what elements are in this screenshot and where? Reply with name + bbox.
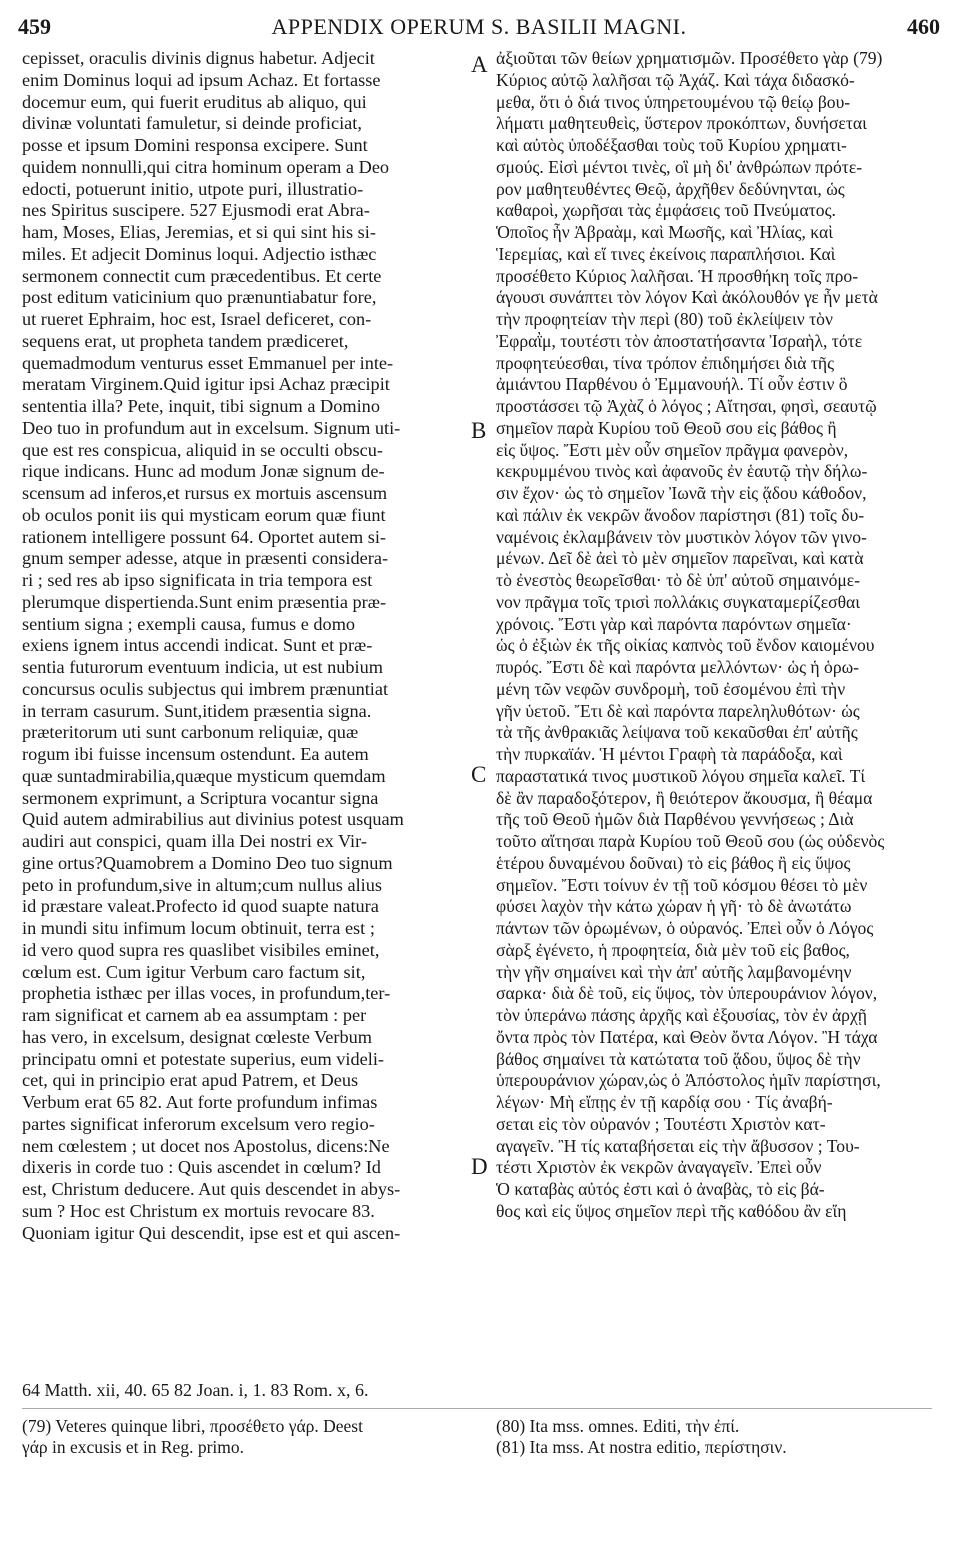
latin-text-line: rique indicans. Hunc ad modum Jonæ signum de- xyxy=(22,461,385,482)
latin-text-line: ut rueret Ephraim, hoc est, Israel deficeret, con- xyxy=(22,309,372,329)
greek-text-line: καὶ αὐτὸς ὑποδέξασθαι τοὺς τοῦ Κυρίου χρηματι- xyxy=(496,135,847,155)
latin-text-line: gine ortus?Quamobrem a Domino Deo tuo signum xyxy=(22,852,393,873)
greek-text-line: προστάσσει τῷ Ἀχὰζ ὁ λόγος ; Αἴτησαι, φησὶ, σεαυτῷ xyxy=(496,396,877,416)
greek-text-line: τῆς τοῦ Θεοῦ ἡμῶν διὰ Παρθένου γεννήσεως ; Διὰ xyxy=(496,809,854,830)
latin-text-line: ham, Moses, Elias, Jeremias, et si qui sint his si- xyxy=(22,222,376,242)
latin-text-line: ri ; sed res ab ipso significata in tria tempora est xyxy=(22,570,373,590)
greek-text-line: ἀμιάντου Παρθένου ὁ Ἐμμανουήλ. Τί οὖν ἐστιν ὃ xyxy=(496,374,848,395)
latin-text-line: sententia illa? Pete, inquit, tibi signum a Domino xyxy=(22,396,380,416)
latin-text-line: ob oculos ponit iis qui mysticam eorum quæ fiunt xyxy=(22,504,386,525)
notes-left xyxy=(22,1416,482,1458)
greek-text-line: σημεῖον παρὰ Κυρίου τοῦ Θεοῦ σου εἰς βάθος ἢ xyxy=(496,417,837,438)
latin-text-line: dixeris in corde tuo : Quis ascendet in cœlum? Id xyxy=(22,1157,381,1178)
greek-text-line: τὴν προφητείαν τὴν περὶ (80) τοῦ ἐκλείψειν τὸν xyxy=(496,309,833,329)
latin-text-line: rationem intelligere possunt 64. Oportet autem si- xyxy=(22,526,387,547)
latin-text-line: edocti, potuerunt initio, utpote puri, illustratio- xyxy=(22,178,364,199)
latin-text-line: prophetia isthæc per illas voces, in profundum,ter- xyxy=(22,983,391,1004)
latin-column xyxy=(22,48,470,1244)
latin-text-line: audiri aut conspici, quam illa Dei nostri ex Vir- xyxy=(22,831,367,851)
latin-text-line: præteritorum uti sunt carbonum reliquiæ, quæ xyxy=(22,722,359,743)
greek-text-line: προφητεύεσθαι, τίνα τρόπον ἐπιδημήσει διὰ τῆς xyxy=(496,352,835,373)
greek-text-line: εἰς ὕψος. Ἔστι μὲν οὖν σημεῖον πρᾶγμα φανερὸν, xyxy=(496,439,849,460)
greek-text-line: σιν ἔχον· ὡς τὸ σημεῖον Ἰωνᾶ τὴν εἰς ᾅδου κάθοδον, xyxy=(496,483,867,503)
note-80: (80) Ita mss. omnes. Editi, τὴν ἐπί. xyxy=(496,1416,740,1436)
latin-text-line: sentium signa ; exempli causa, fumus e domo xyxy=(22,613,356,634)
greek-text-line: τοῦτο αἴτησαι παρὰ Κυρίου τοῦ Θεοῦ σου (ὡς οὐδενὸς xyxy=(496,831,885,851)
latin-text-line: exiens ignem intus accendi indicat. Sunt et præ- xyxy=(22,635,373,656)
greek-text-line: ὑπερουράνιον χώραν,ὡς ὁ Ἀπόστολος ἡμῖν παρίστησι, xyxy=(496,1070,881,1091)
greek-text-line: μένων. Δεῖ δὲ ἀεὶ τὸ μὲν σημεῖον παρεῖναι, καὶ κατὰ xyxy=(496,548,864,569)
latin-text-line: post editum vaticinium quo prænuntiabatur fore, xyxy=(22,287,377,308)
latin-text-line: quæ suntadmirabilia,quæque mysticum quemdam xyxy=(22,765,386,786)
greek-text-line: καὶ πάλιν ἐκ νεκρῶν ἄνοδον παρίστησι (81) τοῖς δυ- xyxy=(496,504,865,525)
note-81: (81) Ita mss. At nostra editio, περίστησιν. xyxy=(496,1437,787,1457)
greek-text-line: πυρός. Ἔστι δὲ καὶ παρόντα μελλόντων· ὡς ἡ ὁρω- xyxy=(496,657,860,677)
greek-text-line: προσέθετο Κύριος λαλῆσαι. Ἡ προσθήκη τοῖς προ- xyxy=(496,265,859,286)
greek-text-line: σημεῖον. Ἔστι τοίνυν ἐν τῇ τοῦ κόσμου θέσει τὸ μὲν xyxy=(496,874,868,895)
latin-text-line: concursus oculis subjectus qui imbrem prænuntiat xyxy=(22,678,389,699)
greek-text-line: παραστατικά τινος μυστικοῦ λόγου σημεῖα καλεῖ. Τί xyxy=(496,765,866,786)
page-number-right: 460 xyxy=(907,14,940,39)
greek-text-line: Ὁ καταβὰς αὐτός ἐστι καὶ ὁ ἀναβὰς, τὸ εἰς βά- xyxy=(496,1179,825,1199)
greek-text-line: τὰ τῆς ἀνθρακιᾶς λείψανα τοῦ κεκαῦσθαι ἐπ' αὐτῆς xyxy=(496,722,858,743)
greek-text-line: θος καὶ εἰς ὕψος σημεῖον περὶ τῆς καθόδου ἂν εἴη xyxy=(496,1200,847,1221)
latin-text-line: quidem nonnulli,qui citra hominum operam a Deo xyxy=(22,156,390,177)
latin-text-line: in mundi situ infimum locum obtinuit, terra est ; xyxy=(22,918,375,938)
greek-text-line: γῆν ὑετοῦ. Ἔτι δὲ καὶ παρόντα παρεληλυθότων· ὡς xyxy=(496,700,860,721)
section-marker-a: A xyxy=(471,52,488,77)
latin-text-line: sequens erat, ut propheta tandem prædiceret, xyxy=(22,330,349,351)
section-marker-b: B xyxy=(471,418,487,443)
greek-text-line: τὸ ἐνεστὸς θεωρεῖσθαι· τὸ δὲ ὑπ' αὐτοῦ σημαινόμε- xyxy=(496,570,861,590)
latin-text-line: id vero quod supra res quaslibet visibiles eminet, xyxy=(22,939,380,960)
greek-text-line: σὰρξ ἐγένετο, ἡ προφητεία, διὰ μὲν τοῦ εἰς βαθος, xyxy=(496,939,850,960)
greek-text-line: χρόνοις. Ἔστι γὰρ καὶ παρόντα παρόντων σημεῖα· xyxy=(496,613,852,634)
greek-text-line: λέγων· Μὴ εἴπῃς ἐν τῇ καρδίᾳ σου · Τίς ἀναβή- xyxy=(496,1092,833,1112)
greek-text-line: λήματι μαθητευθεὶς, ὕστερον προκόπτων, δυνήσεται xyxy=(496,113,867,134)
note-79-line-1: (79) Veteres quinque libri, προσέθετο γάρ. Deest xyxy=(22,1416,363,1436)
latin-text-line: ram significat et carnem ab ea assumptam : per xyxy=(22,1005,367,1025)
greek-text-line: ναμένοις ἐκλαμβάνειν τὸν μυστικὸν λόγον τῶν γινο- xyxy=(496,526,867,547)
footnote-references: 64 Matth. xii, 40. 65 82 Joan. i, 1. 83 Rom. x, 6. xyxy=(22,1380,369,1400)
greek-text-line: νον πρᾶγμα τοῖς τρισὶ πολλάκις συγκαταμερίζεσθαι xyxy=(496,591,860,612)
latin-text-line: sum ? Hoc est Christum ex mortuis revocare 83. xyxy=(22,1200,375,1221)
greek-text-line: τέστι Χριστὸν ἐκ νεκρῶν ἀναγαγεῖν. Ἐπεὶ οὖν xyxy=(496,1157,822,1178)
latin-text-line: posse et ipsum Domini responsa excipere. Sunt xyxy=(22,135,368,155)
latin-text-line: Quid autem admirabilius aut divinius potest usquam xyxy=(22,809,404,830)
latin-text-line: nes Spiritus suscipere. 527 Ejusmodi erat Abra- xyxy=(22,200,370,221)
latin-text-line: cœlum est. Cum igitur Verbum caro factum sit, xyxy=(22,961,366,982)
latin-text-line: miles. Et adjecit Dominus loqui. Adjectio isthæc xyxy=(22,243,377,264)
greek-text-line: μεθα, ὅτι ὁ διά τινος ὑπηρετουμένου τῷ θείῳ βου- xyxy=(496,91,851,112)
greek-text-line: ἑτέρου δυναμένου δοῦναι) τὸ εἰς βάθος ἢ εἰς ὕψος xyxy=(496,852,851,873)
greek-text-line: τὴν γῆν σημαίνει καὶ τὴν ἀπ' αὐτῆς λαμβανομένην xyxy=(496,961,852,982)
latin-text-line: partes significat inferorum excelsum vero regio- xyxy=(22,1113,375,1134)
latin-text-line: quemadmodum venturus esset Emmanuel per inte- xyxy=(22,352,394,373)
notes-right xyxy=(496,1416,936,1458)
latin-text-line: scensum ad inferos,et rursus ex mortuis ascensum xyxy=(22,483,388,503)
greek-text-line: ἀξιοῦται τῶν θείων χρηματισμῶν. Προσέθετο γὰρ (79) xyxy=(496,48,883,68)
latin-text-line: in terram casurum. Sunt,itidem præsentia signa. xyxy=(22,700,372,721)
greek-text-line: μένη τῶν νεφῶν συνδρομὴ, τοῦ ἐσομένου ἐπὶ τὴν xyxy=(496,678,846,699)
greek-text-line: βάθος σημαίνει τὰ κατώτατα τοῦ ᾅδου, ὕψος δὲ τὴν xyxy=(496,1048,861,1069)
latin-text-line: que est res conspicua, aliquid in se occulti obscu- xyxy=(22,439,383,460)
page-number-left: 459 xyxy=(18,14,51,39)
latin-text-line: cet, qui in principio erat apud Patrem, et Deus xyxy=(22,1070,359,1091)
latin-text-line: peto in profundum,sive in altum;cum nullus alius xyxy=(22,874,383,895)
greek-text-line: πάντων τῶν ὁρωμένων, ὁ οὐρανός. Ἐπεὶ οὖν ὁ Λόγος xyxy=(496,918,874,938)
latin-text-line: sermonem connectit cum præcedentibus. Et certe xyxy=(22,265,382,286)
latin-text-line: enim Dominus loqui ad ipsum Achaz. Et fortasse xyxy=(22,69,381,90)
latin-text-line: divinæ voluntati famuletur, si deinde proficiat, xyxy=(22,113,362,134)
note-79-line-2: γάρ in excusis et in Reg. primo. xyxy=(22,1437,244,1457)
latin-text-line: Quoniam igitur Qui descendit, ipse est et qui ascen- xyxy=(22,1222,401,1243)
latin-text-line: sermonem exprimunt, a Scriptura vocantur signa xyxy=(22,787,379,808)
greek-text-line: φύσει λαχὸν τὴν κάτω χώραν ἡ γῆ· τὸ δὲ ἀνωτάτω xyxy=(496,896,852,917)
latin-text-line: gnum semper adesse, atque in præsenti considera- xyxy=(22,548,389,569)
greek-text-line: καθαροὶ, χωρῆσαι τὰς ἐμφάσεις τοῦ Πνεύματος. xyxy=(496,200,836,221)
greek-text-line: Ὁποῖος ἦν Ἀβραὰμ, καὶ Μωσῆς, καὶ Ἠλίας, καὶ xyxy=(496,222,833,242)
latin-text-line: principatu omni et potestate superius, eum videli- xyxy=(22,1048,384,1069)
greek-text-line: σεται εἰς τὸν οὐρανόν ; Τουτέστι Χριστὸν κατ- xyxy=(496,1113,826,1134)
greek-text-line: τὴν πυρκαϊάν. Ἡ μέντοι Γραφὴ τὰ παράδοξα, καὶ xyxy=(496,744,843,764)
greek-text-line: ρον μαθητευθέντες Θεῷ, ἀρχῆθεν δεδύνηνται, ὡς xyxy=(496,178,845,199)
greek-text-line: ὄντα πρὸς τὸν Πατέρα, καὶ Θεὸν ὄντα Λόγον. Ἢ τάχα xyxy=(496,1026,878,1047)
greek-text-line: άγουσι συνάπτει τὸν λόγον Καὶ ἀκόλουθόν γε ἦν μετὰ xyxy=(496,287,878,308)
section-marker-d: D xyxy=(471,1154,488,1179)
latin-text-line: meratam Virginem.Quid igitur ipsi Achaz præcipit xyxy=(22,374,390,395)
latin-text-line: has vero, in excelsum, designat cœleste Verbum xyxy=(22,1026,372,1047)
latin-text-line: cepisset, oraculis divinis dignus habetur. Adjecit xyxy=(22,48,375,68)
greek-text-line: Ἱερεμίας, καὶ εἴ τινες ἐκείνοις παραπλήσιοι. Καὶ xyxy=(496,243,836,264)
greek-text-line: αγαγεῖν. Ἢ τίς καταβήσεται εἰς τὴν ἄβυσσον ; Του- xyxy=(496,1135,860,1156)
greek-column xyxy=(496,48,936,1223)
running-title: APPENDIX OPERUM S. BASILII MAGNI. xyxy=(271,14,687,39)
greek-text-line: ὡς ὁ ἐξιὼν ἐκ τῆς οἰκίας καπνὸς τοῦ ἔνδον καιομένου xyxy=(496,635,875,656)
latin-text-line: plerumque dispertienda.Sunt enim præsentia præ- xyxy=(22,591,387,612)
notes-divider xyxy=(22,1408,932,1409)
latin-text-line: nem cœlestem ; ut docet nos Apostolus, dicens:Ne xyxy=(22,1135,390,1156)
latin-text-line: rogum ibi fuisse incensum ostendunt. Ea autem xyxy=(22,744,369,764)
greek-text-line: τὸν ὑπεράνω πάσης ἀρχῆς καὶ ἐξουσίας, τὸν ἐν ἀρχῇ xyxy=(496,1005,867,1025)
section-marker-c: C xyxy=(471,762,487,787)
latin-text-line: docemur eum, qui fuerit eruditus ab aliquo, qui xyxy=(22,91,367,112)
greek-text-line: δὲ ἂν παραδοξότερον, ἢ θειότερον ἄκουσμα, ἢ θέαμα xyxy=(496,787,873,808)
page-header xyxy=(18,14,940,44)
greek-text-line: κεκρυμμένου τινὸς καὶ ἀφανοῦς ἐν ἑαυτῷ τὴν δήλω- xyxy=(496,461,868,482)
latin-text-line: Verbum erat 65 82. Aut forte profundum infimas xyxy=(22,1092,378,1112)
latin-text-line: id præstare valeat.Profecto id quod suapte natura xyxy=(22,896,379,917)
latin-text-line: est, Christum deducere. Aut quis descendet in abys- xyxy=(22,1179,401,1199)
latin-text-line: sentia futurorum eventuum indicia, ut est nubium xyxy=(22,657,383,677)
greek-text-line: σαρκα· διὰ δὲ τοῦ, εἰς ὕψος, τὸν ὑπερουράνιον λόγον, xyxy=(496,983,878,1004)
greek-text-line: Κύριος αὐτῷ λαλῆσαι τῷ Ἀχάζ. Καὶ τάχα διδασκό- xyxy=(496,69,855,90)
latin-text-line: Deo tuo in profundum aut in excelsum. Signum uti- xyxy=(22,417,401,438)
greek-text-line: Ἐφραῒμ, τουτέστι τὸν ἀποστατήσαντα Ἰσραὴλ, τότε xyxy=(496,330,863,351)
greek-text-line: σμούς. Εἰσὶ μέντοι τινὲς, οἳ μὴ δι' ἀνθρώπων πρότε- xyxy=(496,156,863,177)
